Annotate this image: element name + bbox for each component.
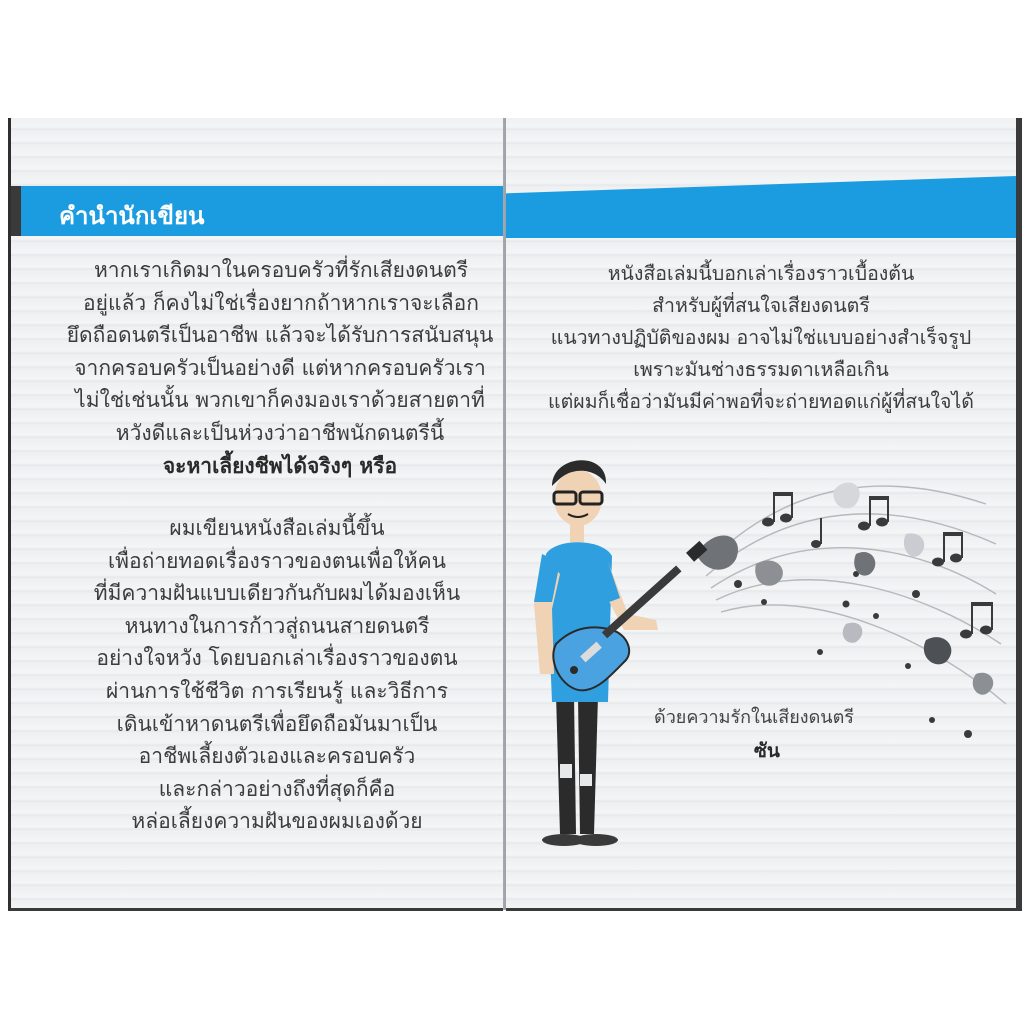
open-book bbox=[0, 118, 1024, 918]
text-line: เพื่อถ่ายทอดเรื่องราวของตนเพื่อให้คน bbox=[107, 548, 447, 573]
text-line: และกล่าวอย่างถึงที่สุดก็คือ bbox=[158, 776, 396, 801]
text-line: อาชีพเลี้ยงตัวเองและครอบครัว bbox=[138, 744, 416, 769]
text-line: ยึดถือดนตรีเป็นอาชีพ แล้วจะได้รับการสนับสนุน bbox=[66, 323, 494, 348]
text-line: อยู่แล้ว ก็คงไม่ใช่เรื่องยากถ้าหากเราจะเลือก bbox=[83, 290, 479, 315]
text-line: เพราะมันช่างธรรมดาเหลือเกิน bbox=[633, 358, 889, 381]
text-line: หล่อเลี้ยงความฝันของผมเองด้วย bbox=[131, 809, 423, 834]
music-staff-lines bbox=[706, 486, 1006, 704]
text-line: เดินเข้าหาดนตรีเพื่อยึดถือมันมาเป็น bbox=[116, 711, 438, 736]
paragraph-2 bbox=[11, 512, 503, 838]
author-signature: ซัน bbox=[754, 740, 780, 762]
text-line: แนวทางปฏิบัติของผม อาจไม่ใช่แบบอย่างสำเร็จรูป bbox=[550, 326, 972, 349]
text-line: จากครอบครัวเป็นอย่างดี แต่หากครอบครัวเรา bbox=[74, 355, 486, 380]
text-line: อย่างใจหวัง โดยบอกเล่าเรื่องราวของตน bbox=[96, 646, 458, 671]
text-line: ผ่านการใช้ชีวิต การเรียนรู้ และวิธีการ bbox=[105, 678, 449, 703]
paragraph-1 bbox=[11, 254, 503, 482]
text-line: แต่ผมก็เชื่อว่ามันมีค่าพอที่จะถ่ายทอดแก่ผู้ที่สนใจได้ bbox=[548, 390, 974, 413]
emphasis-line: จะหาเลี้ยงชีพได้จริงๆ หรือ bbox=[162, 453, 398, 478]
right-page bbox=[506, 118, 1022, 911]
text-line: ที่มีความฝันแบบเดียวกันกับผมได้มองเห็น bbox=[93, 581, 461, 606]
text-line: หวังดีและเป็นห่วงว่าอาชีพนักดนตรีนี้ bbox=[115, 420, 445, 445]
heading-banner bbox=[11, 186, 503, 236]
text-line: หากเราเกิดมาในครอบครัวที่รักเสียงดนตรี bbox=[93, 258, 469, 282]
closing-line: ด้วยความรักในเสียงดนตรี bbox=[654, 707, 854, 728]
page-title: คำนำนักเขียน bbox=[59, 202, 205, 230]
guitarist-illustration bbox=[516, 434, 1016, 864]
text-line: หนังสือเล่มนี้บอกเล่าเรื่องราวเบื้องต้น bbox=[607, 262, 915, 285]
text-line: ผมเขียนหนังสือเล่มนี้ขึ้น bbox=[169, 516, 385, 540]
text-line: ไม่ใช่เช่นนั้น พวกเขาก็คงมองเราด้วยสายตาที่ bbox=[75, 388, 485, 413]
text-line: สำหรับผู้ที่สนใจเสียงดนตรี bbox=[652, 294, 870, 317]
intro-text bbox=[506, 258, 1016, 418]
left-page bbox=[8, 118, 503, 911]
text-line: หนทางในการก้าวสู่ถนนสายดนตรี bbox=[124, 613, 430, 638]
heading-banner-right bbox=[506, 176, 1016, 238]
guitarist-figure bbox=[534, 460, 707, 846]
banner-stub bbox=[11, 186, 21, 236]
